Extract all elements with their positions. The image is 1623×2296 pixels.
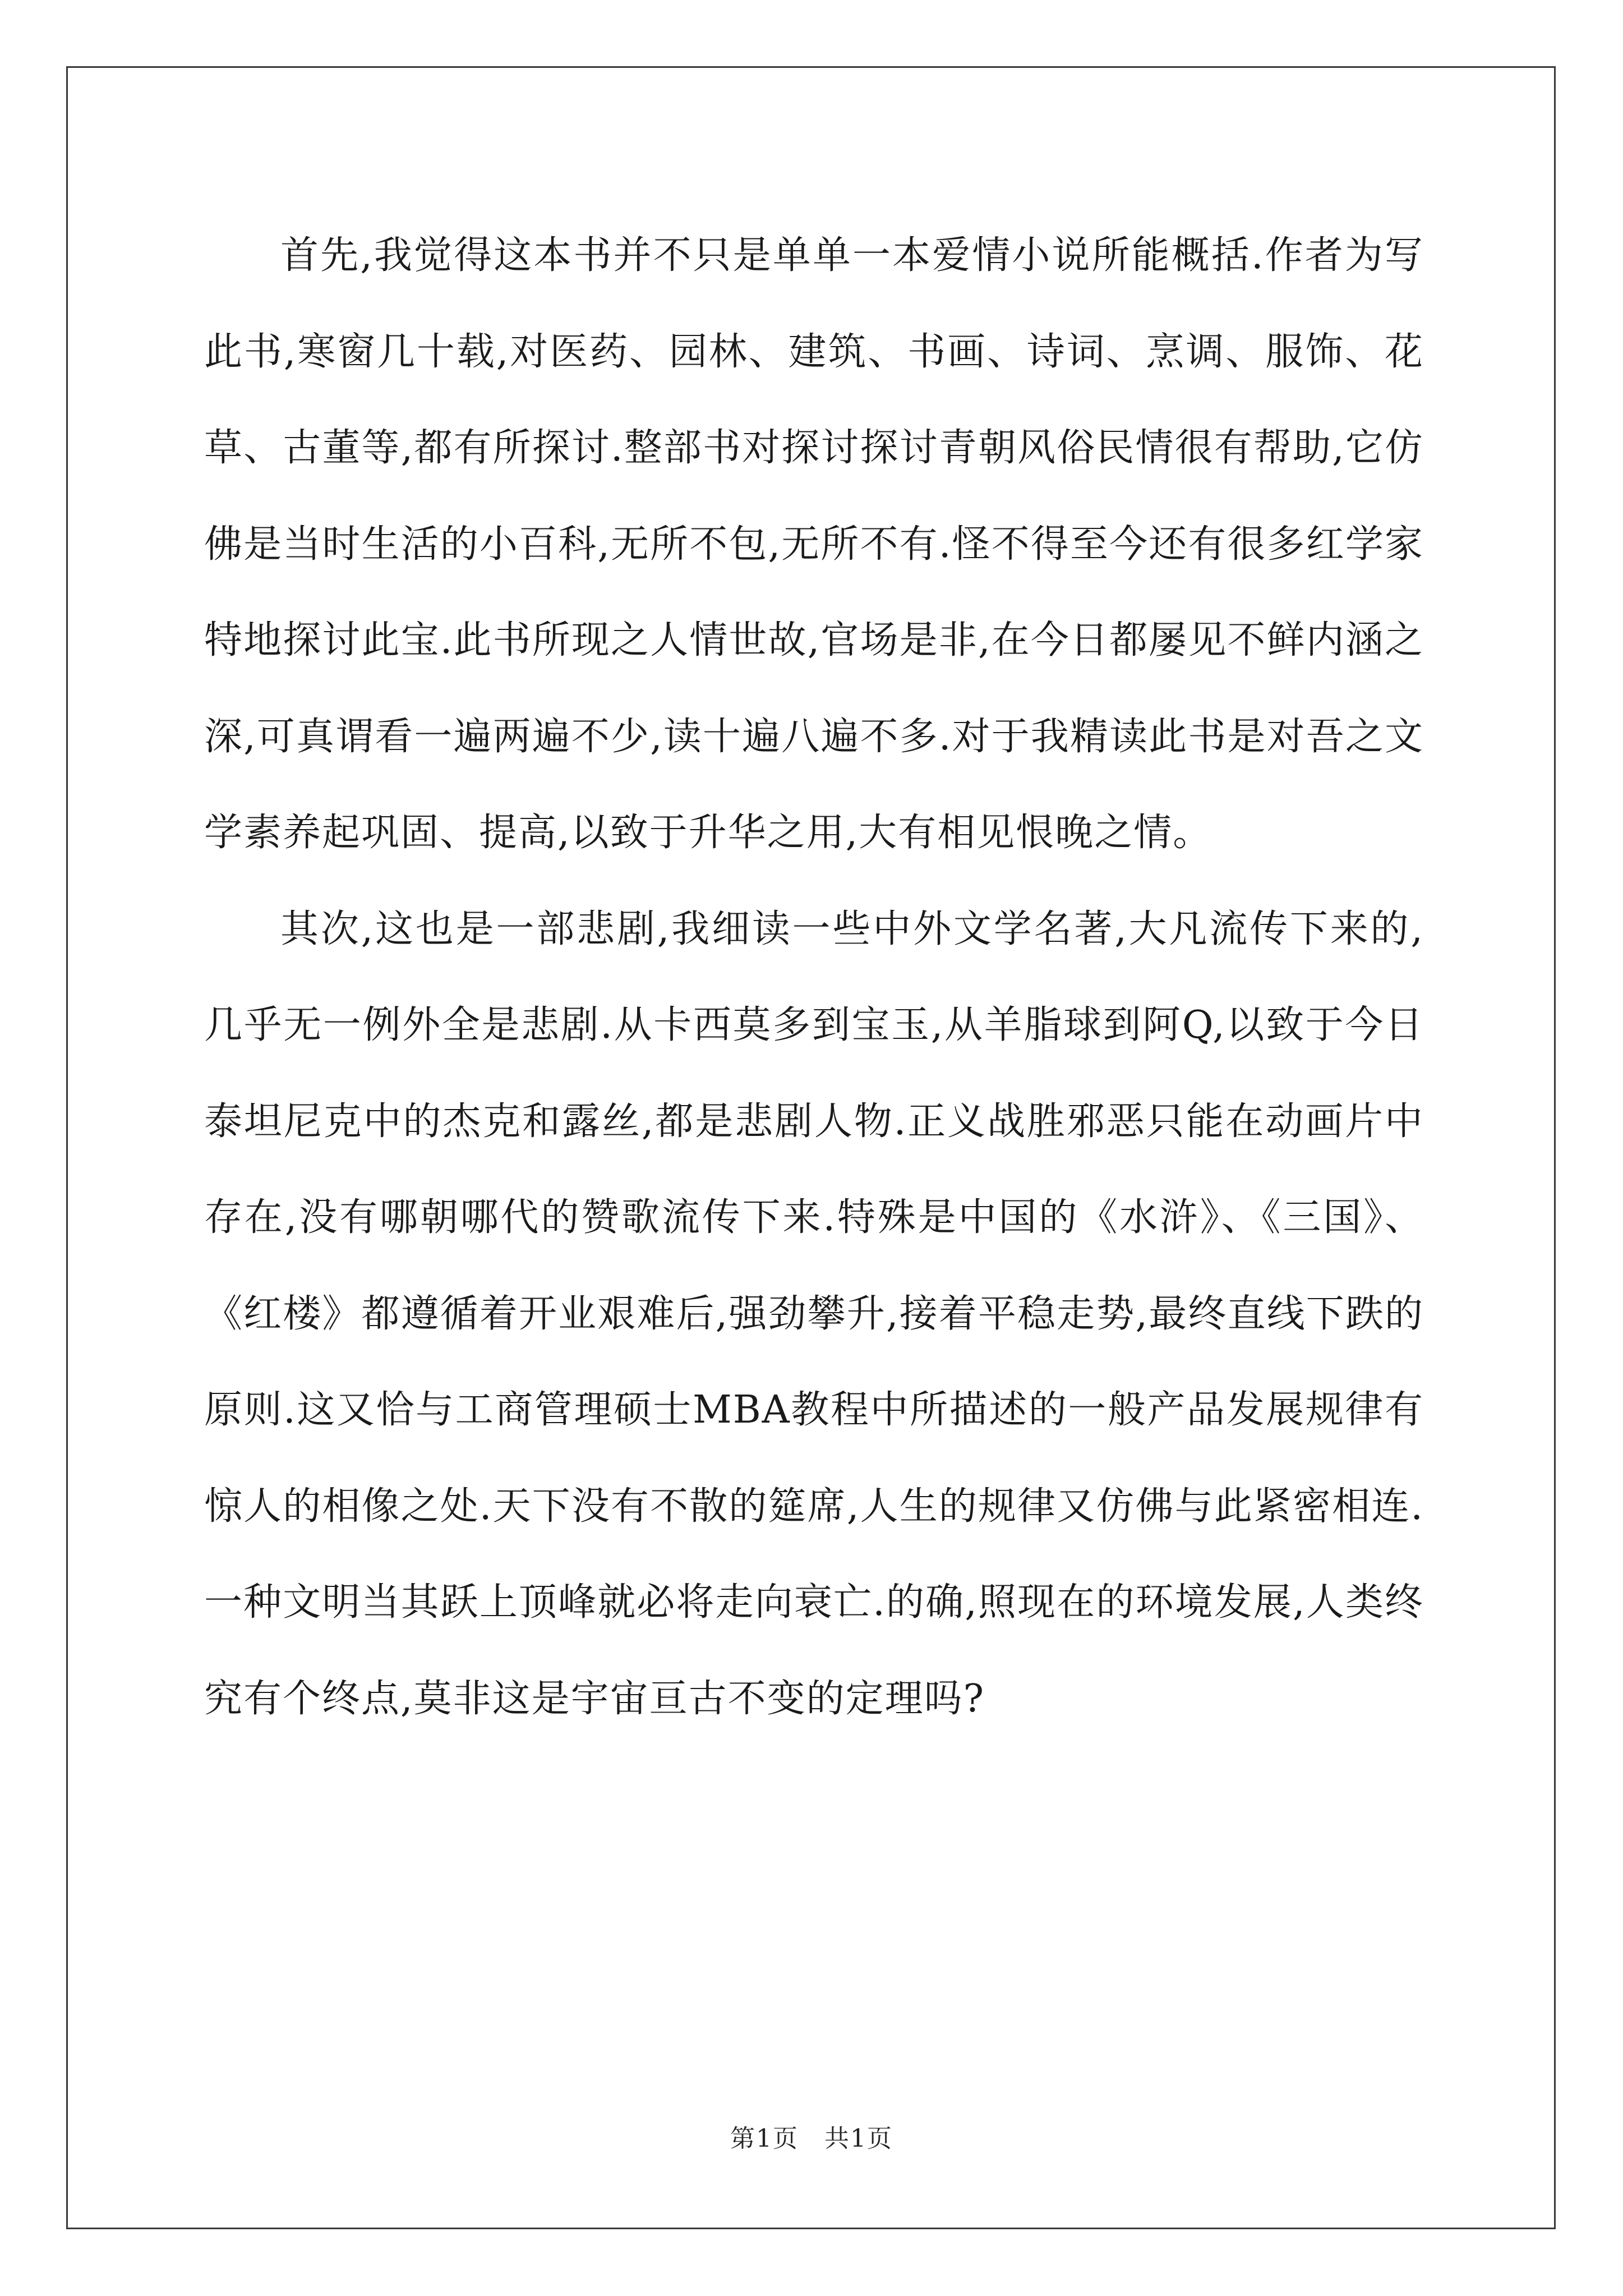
page-footer: 第1页 共1页 [730,2124,893,2153]
paragraph-1: 首先,我觉得这本书并不只是单单一本爱情小说所能概括.作者为写此书,寒窗几十载,对医药、园林、建筑、书画、诗词、烹调、服饰、花草、古董等,都有所探讨.整部书对探讨探讨青朝风俗民情很有帮助,它仿佛是当时生活的小百科,无所不包,无所不有.怪不得至今还有很多红学家特地探讨此宝.此书所现之人情世故,官场是非,在今日都屡见不鲜内涵之深,可真谓看一遍两遍不少,读十遍八遍不多.对于我精读此书是对吾之文学素养起巩固、提高,以致于升华之用,大有相见恨晚之情。 [204,233,1424,855]
paragraph-2: 其次,这也是一部悲剧,我细读一些中外文学名著,大凡流传下来的,几乎无一例外全是悲剧.从卡西莫多到宝玉,从羊脂球到阿Q,以致于今日泰坦尼克中的杰克和露丝,都是悲剧人物.正义战胜邪恶只能在动画片中存在,没有哪朝哪代的赞歌流传下来.特殊是中国的《水浒》、《三国》、《红楼》都遵循着开业艰难后,强劲攀升,接着平稳走势,最终直线下跌的原则.这又恰与工商管理硕士MBA教程中所描述的一般产品发展规律有惊人的相像之处.天下没有不散的筵席,人生的规律又仿佛与此紧密相连.一种文明当其跃上顶峰就必将走向衰亡.的确,照现在的环境发展,人类终究有个终点,莫非这是宇宙亘古不变的定理吗? [204,907,1424,1721]
document-body [204,208,1424,1747]
